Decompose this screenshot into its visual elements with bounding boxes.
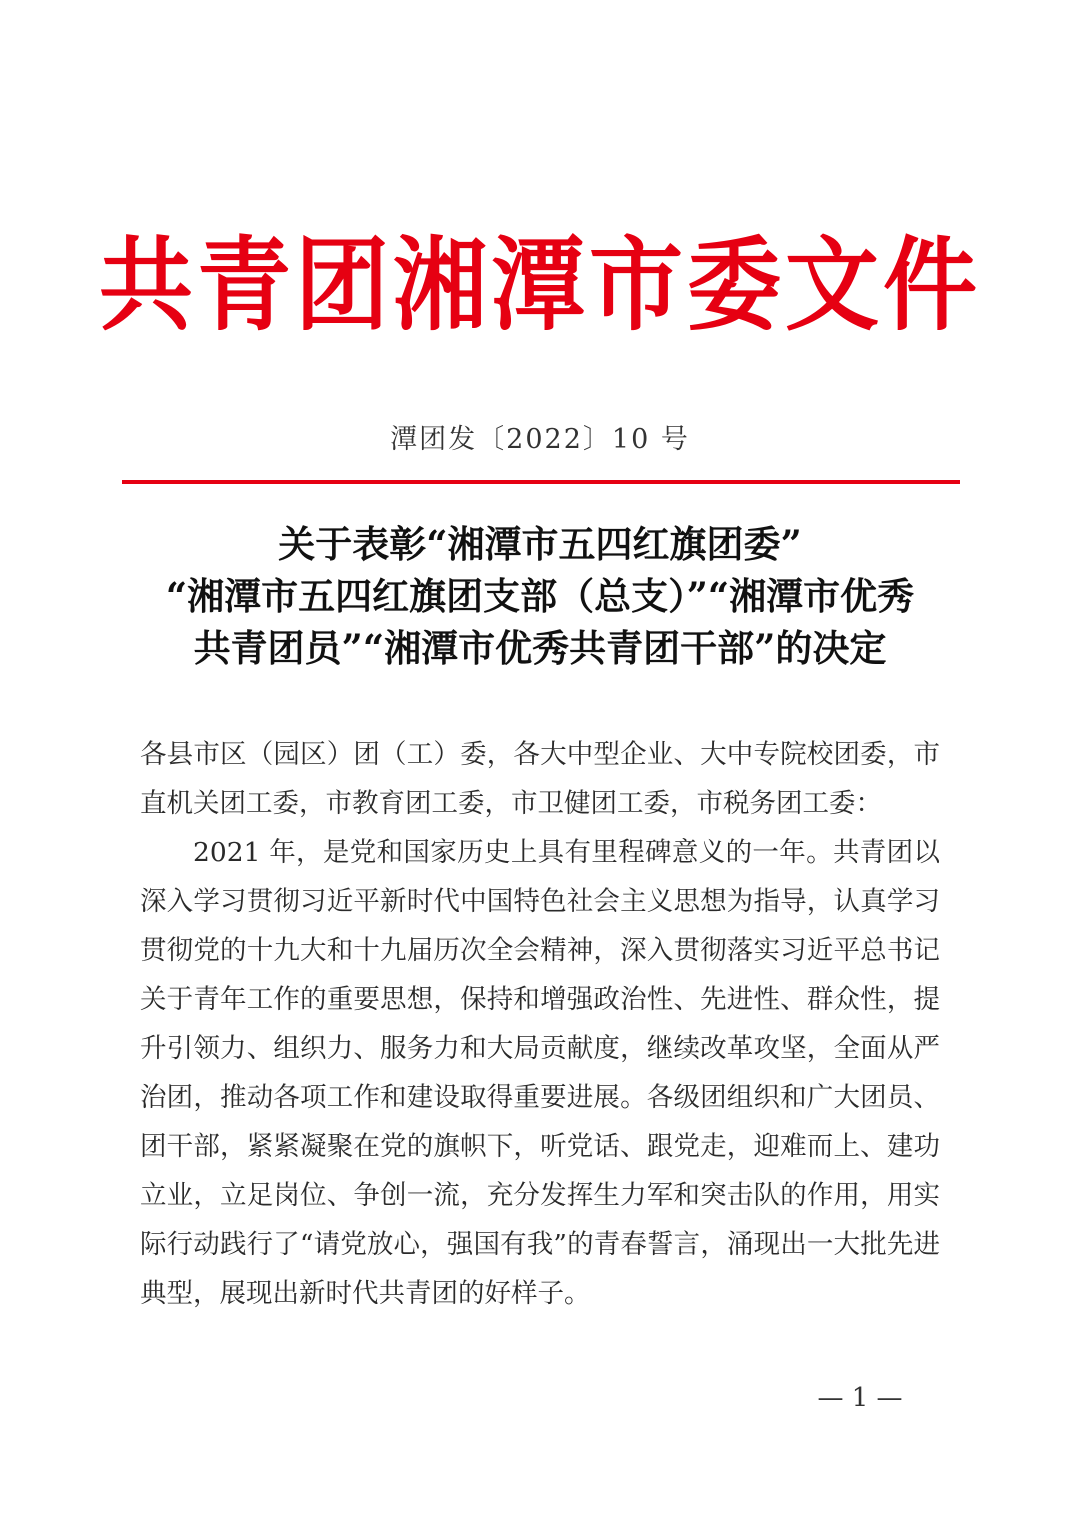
red-divider-line: [122, 480, 960, 484]
document-number: 潭团发〔2022〕10 号: [390, 424, 690, 455]
title-line-3: 共青团员”“湘潭市优秀共青团干部”的决定: [193, 626, 887, 670]
body-paragraph: 2021 年，是党和国家历史上具有里程碑意义的一年。共青团以深入学习贯彻习近平新时代中国特色社会主义思想为指导，认真学习贯彻党的十九大和十九届历次全会精神，深入贯彻落实习近平总书记关于青年工作的重要思想，保持和增强政治性、先进性、群众性，提升引领力、组织力、服务力和大局贡献度，继续改革攻坚，全面从严治团，推动各项工作和建设取得重要进展。各级团组织和广大团员、团干部，紧紧凝聚在党的旗帜下，听党话、跟党走，迎难而上、建功立业，立足岗位、争创一流，充分发挥生力军和突击队的作用，用实际行动践行了“请党放心，强国有我”的青春誓言，涌现出一大批先进典型，展现出新时代共青团的好样子。: [140, 837, 940, 1309]
salutation: 各县市区（园区）团（工）委，各大中型企业、大中专院校团委，市直机关团工委，市教育团工委，市卫健团工委，市税务团工委：: [140, 739, 940, 819]
title-line-2: “湘潭市五四红旗团支部（总支）”“湘潭市优秀: [165, 574, 915, 618]
document-masthead: 共青团湘潭市委文件: [98, 226, 981, 346]
page-number: — 1 —: [817, 1383, 903, 1413]
title-line-1: 关于表彰“湘潭市五四红旗团委”: [278, 522, 802, 566]
document-body: [140, 730, 940, 1318]
document-title: [100, 518, 980, 674]
